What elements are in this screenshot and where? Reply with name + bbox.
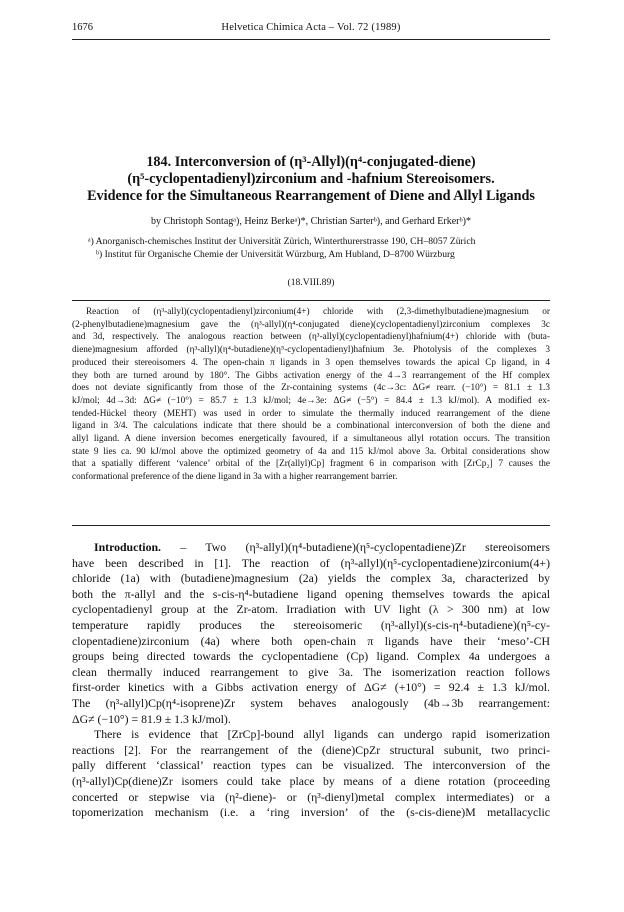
title-line: Evidence for the Simultaneous Rearrangement of Diene and Allyl Ligands — [87, 188, 535, 204]
body-line: Introduction. – Two (η³-allyl)(η⁴-butadiene)(η⁵-cyclopentadiene)Zr stereoisomers — [94, 540, 550, 554]
abstract — [72, 306, 550, 484]
body-line: temperature rapidly produces the stereoisomeric (η³-allyl)(s-cis-η⁴-butadiene)(η⁵-cy- — [72, 617, 550, 632]
body-line: cyclopentadienyl group at the Zr-atom. Irradiation with UV light (λ > 300 nm) at low — [72, 602, 550, 617]
abstract-line: does not deviate significantly from those of the Zr-containing systems (4c→3c: ΔG≠ rearr. (−10°) = 81.1 ± 1.3 — [72, 383, 550, 394]
title-line: 184. Interconversion of (η³-Allyl)(η⁴-conjugated-diene) — [146, 154, 476, 170]
abstract-line: kJ/mol; 4d→3d: ΔG≠ (−10°) = 85.7 ± 1.3 kJ/mol; 4e→3e: ΔG≠ (−5°) = 84.4 ± 1.3 kJ/mol). A modified ex- — [72, 395, 550, 406]
running-head — [72, 22, 550, 38]
body-line: concerted or stepwise via (η²-diene)- or (η³-dienyl)metal complex intermediates) or a — [72, 789, 550, 804]
author-list: by Christoph Sontagᵃ), Heinz Berkeᵃ)*, Christian Sarterᵇ), and Gerhard Erkerᵇ)* — [151, 216, 471, 227]
abstract-line: Reaction of (η³-allyl)(cyclopentadienyl)zirconium(4+) chloride with (2,3-dimethylbutadiene)magnesium or — [86, 307, 550, 317]
journal-citation: Helvetica Chimica Acta – Vol. 72 (1989) — [221, 22, 401, 33]
abstract-bottom-rule — [72, 525, 550, 526]
header-rule — [72, 39, 550, 40]
body-line: clopentadiene)zirconium (4a) where both open-chain π ligands have their ‘meso’-CH — [72, 633, 550, 648]
body-line: There is evidence that [ZrCp]-bound allyl ligands can undergo rapid isomerization — [94, 727, 550, 742]
body-line: The (η³-allyl)Cp(η⁴-isoprene)Zr system behaves analogously (4b→3b rearrangement: — [72, 695, 550, 710]
body-line: groups being directed towards the cyclopentadiene (Cp) ligand. Complex 4a undergoes a — [72, 649, 550, 664]
abstract-line: tended-Hückel theory (MEHT) was used in order to simulate the thermally induced rearrangement of the diene — [72, 408, 550, 419]
abstract-line: and 3d, respectively. The analogous reaction between (η³-allyl)(cyclopentadienyl)hafnium(4+) chloride with (buta- — [72, 332, 550, 343]
abstract-top-rule — [72, 300, 550, 301]
body-line: clean thermally induced rearrangement to give 3a. The isomerization reaction follows — [72, 664, 550, 679]
body-line: first-order kinetics with a Gibbs activation energy of ΔG≠ (+10°) = 92.4 ± 1.3 kJ/mol. — [72, 680, 550, 695]
body-line: chloride (1a) with (butadiene)magnesium (2a) yields the complex 3a, characterized by — [72, 571, 550, 586]
abstract-line: they both are turned around by 180°. The Gibbs activation energy of the 4→3 rearrangement of the Hf complex — [72, 370, 550, 381]
abstract-line: ligand in 3/4. The calculations indicate that there should be a combinational interconversion of both the diene and — [72, 421, 550, 432]
affiliation-b: ᵇ) Institut für Organische Chemie der Universität Würzburg, Am Hubland, D–8700 Würzburg — [96, 249, 455, 260]
received-date: (18.VIII.89) — [287, 277, 335, 288]
abstract-line: (2-phenylbutadiene)magnesium gave the (η³-allyl)(η⁴-conjugated diene)(cyclopentadienyl)zirconium complexes 3c — [72, 319, 550, 330]
body-line: both the π-allyl and the s-cis-η⁴-butadiene ligand opening themselves towards the apical — [72, 586, 550, 601]
abstract-line: that a spatially different ‘valence’ orbital of the [Zr(allyl)Cp] fragment 6 in comparison with [ZrCp₂] 7 causes the — [72, 459, 550, 470]
affiliation-a: ᵃ) Anorganisch-chemisches Institut der Universität Zürich, Winterthurerstrasse 190, CH–8057 Zürich — [88, 236, 476, 247]
body-line: ΔG≠ (−10°) = 81.9 ± 1.3 kJ/mol). — [72, 711, 231, 726]
abstract-line: produced their stereoisomers 4. The open-chain π ligands in 3 open themselves towards the apical Cp ligand, in 4 — [72, 357, 550, 368]
body-line: have been described in [1]. The reaction of (η³-allyl)(η⁵-cyclopentadiene)zirconium(4+) — [72, 555, 550, 570]
article-title — [72, 154, 550, 205]
title-line: (η⁵-cyclopentadienyl)zirconium and -hafnium Stereoisomers. — [127, 171, 495, 187]
abstract-line: conformational preference of the diene ligand in 3a with a higher rearrangement barrier. — [72, 472, 398, 483]
section-heading-introduction: Introduction. — [94, 540, 161, 554]
body-line: (η³-allyl)Cp(diene)Zr isomers could take place by means of a diene rotation (proceeding — [72, 773, 550, 788]
abstract-line: allyl ligand. A diene inversion becomes energetically favoured, if a simultaneous allyl rotation occurs. The transition — [72, 434, 550, 445]
page-number: 1676 — [72, 22, 93, 33]
body-line: reactions [2]. For the rearrangement of the (diene)CpZr structural subunit, two princi- — [72, 742, 550, 757]
abstract-line: diene)magnesium afforded (η³-allyl)(η⁴-butadiene)(η⁵-cyclopentadienyl)hafnium 3e. Photolysis of the complexes 3 — [72, 345, 550, 356]
body-line: pally different ‘classical’ reaction types can be visualized. The interconversion of the — [72, 758, 550, 773]
body-line: topomerization mechanism (i.e. a ‘ring inversion’ of the (s-cis-diene)M metallacyclic — [72, 805, 550, 820]
body-text — [72, 540, 550, 821]
abstract-line: state 9 lies ca. 90 kJ/mol above the optimized geometry of 4a and 115 kJ/mol above 3a. Orbital considerations show — [72, 446, 550, 457]
